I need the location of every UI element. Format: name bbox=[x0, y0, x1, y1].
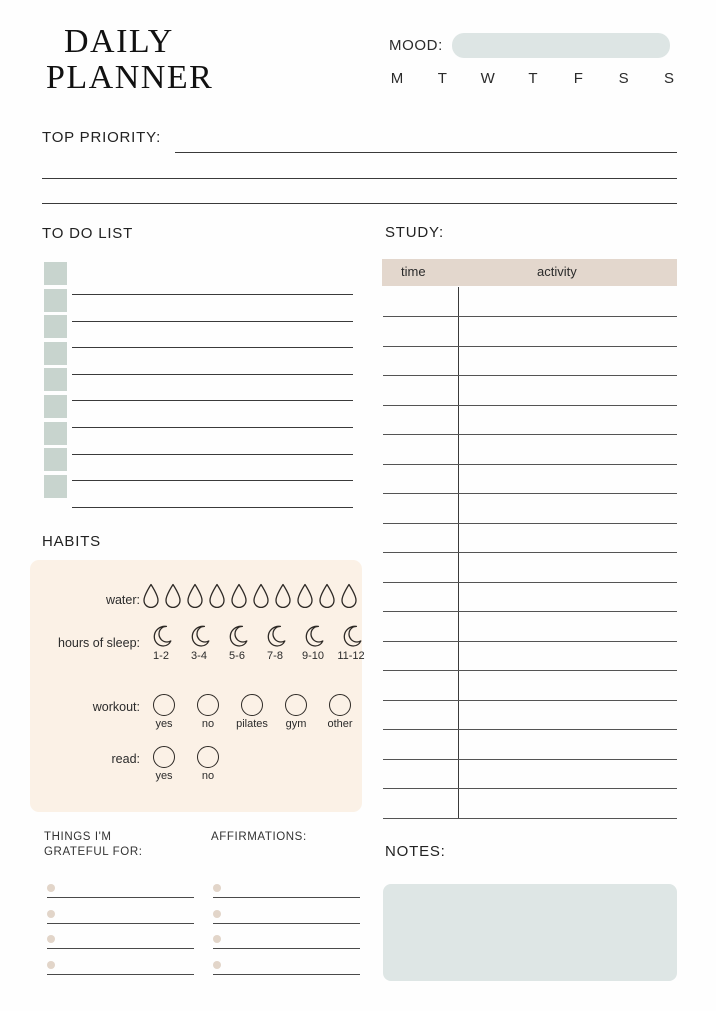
study-row-line[interactable] bbox=[383, 375, 677, 376]
grateful-line[interactable] bbox=[47, 948, 194, 949]
study-row-line[interactable] bbox=[383, 582, 677, 583]
top-priority-line-2[interactable] bbox=[42, 178, 677, 179]
water-drop-icon[interactable] bbox=[252, 583, 270, 609]
todo-checkbox[interactable] bbox=[44, 368, 67, 391]
study-row-line[interactable] bbox=[383, 611, 677, 612]
study-row-line[interactable] bbox=[383, 316, 677, 317]
read-option-label: yes bbox=[155, 770, 173, 782]
todo-item-line[interactable] bbox=[72, 347, 353, 348]
sleep-option[interactable] bbox=[142, 624, 180, 662]
workout-option[interactable] bbox=[186, 694, 230, 730]
day-friday[interactable]: F bbox=[573, 70, 583, 87]
study-row-line[interactable] bbox=[383, 552, 677, 553]
habits-heading: HABITS bbox=[42, 533, 101, 550]
mood-input[interactable] bbox=[452, 33, 670, 58]
todo-checkbox[interactable] bbox=[44, 262, 67, 285]
crescent-moon-icon[interactable] bbox=[150, 624, 172, 648]
workout-option-label: other bbox=[327, 718, 353, 730]
read-label: read: bbox=[111, 752, 140, 766]
crescent-moon-icon[interactable] bbox=[188, 624, 210, 648]
workout-radio-icon[interactable] bbox=[197, 694, 219, 716]
crescent-moon-icon[interactable] bbox=[264, 624, 286, 648]
todo-checkbox[interactable] bbox=[44, 289, 67, 312]
sleep-moon-row bbox=[142, 624, 370, 662]
read-option-label: no bbox=[201, 770, 215, 782]
workout-option-row bbox=[142, 694, 362, 730]
workout-option[interactable] bbox=[318, 694, 362, 730]
grateful-heading bbox=[44, 830, 143, 860]
grateful-bullet bbox=[47, 961, 55, 969]
affirmation-line[interactable] bbox=[213, 974, 360, 975]
water-drop-icon[interactable] bbox=[296, 583, 314, 609]
notes-input[interactable] bbox=[383, 884, 677, 981]
affirmation-line[interactable] bbox=[213, 923, 360, 924]
crescent-moon-icon[interactable] bbox=[340, 624, 362, 648]
workout-option[interactable] bbox=[142, 694, 186, 730]
study-heading: STUDY: bbox=[385, 224, 444, 241]
todo-checkbox[interactable] bbox=[44, 315, 67, 338]
mood-row bbox=[389, 33, 670, 58]
water-drop-icon[interactable] bbox=[340, 583, 358, 609]
todo-checkbox[interactable] bbox=[44, 448, 67, 471]
study-column-activity: activity bbox=[537, 264, 577, 279]
planner-title bbox=[46, 24, 346, 96]
affirmation-bullet bbox=[213, 961, 221, 969]
read-radio-icon[interactable] bbox=[197, 746, 219, 768]
sleep-option[interactable] bbox=[256, 624, 294, 662]
affirmation-line[interactable] bbox=[213, 897, 360, 898]
read-option[interactable] bbox=[142, 746, 186, 782]
workout-radio-icon[interactable] bbox=[241, 694, 263, 716]
todo-list-heading: TO DO LIST bbox=[42, 225, 134, 242]
workout-label: workout: bbox=[92, 700, 140, 714]
affirmation-bullet bbox=[213, 935, 221, 943]
workout-option-label: pilates bbox=[236, 718, 268, 730]
top-priority-line-3[interactable] bbox=[42, 203, 677, 204]
sleep-option-label: 9-10 bbox=[301, 650, 325, 662]
planner-title-line-2: PLANNER bbox=[46, 59, 214, 96]
water-drop-icon[interactable] bbox=[208, 583, 226, 609]
workout-radio-icon[interactable] bbox=[153, 694, 175, 716]
workout-option-label: gym bbox=[285, 718, 307, 730]
workout-radio-icon[interactable] bbox=[329, 694, 351, 716]
sleep-option-label: 5-6 bbox=[229, 650, 245, 662]
day-sunday[interactable]: S bbox=[663, 70, 674, 87]
water-drop-icon[interactable] bbox=[274, 583, 292, 609]
top-priority-label: TOP PRIORITY: bbox=[42, 129, 162, 146]
todo-checkbox[interactable] bbox=[44, 475, 67, 498]
crescent-moon-icon[interactable] bbox=[302, 624, 324, 648]
water-drop-icon[interactable] bbox=[164, 583, 182, 609]
workout-radio-icon[interactable] bbox=[285, 694, 307, 716]
todo-item-line[interactable] bbox=[72, 480, 353, 481]
sleep-option[interactable] bbox=[180, 624, 218, 662]
water-drop-icon[interactable] bbox=[318, 583, 336, 609]
day-tuesday[interactable]: T bbox=[437, 70, 447, 87]
study-row-line[interactable] bbox=[383, 434, 677, 435]
study-table-header bbox=[382, 259, 677, 286]
top-priority-line-1[interactable] bbox=[175, 152, 677, 153]
planner-title-line-1: DAILY bbox=[64, 23, 174, 60]
affirmations-heading: AFFIRMATIONS: bbox=[211, 831, 307, 843]
grateful-line[interactable] bbox=[47, 923, 194, 924]
grateful-line[interactable] bbox=[47, 974, 194, 975]
sleep-option-label: 3-4 bbox=[191, 650, 207, 662]
water-drop-row bbox=[142, 583, 362, 609]
grateful-bullet bbox=[47, 884, 55, 892]
read-option[interactable] bbox=[186, 746, 230, 782]
todo-item-line[interactable] bbox=[72, 294, 353, 295]
sleep-option[interactable] bbox=[218, 624, 256, 662]
study-row-line[interactable] bbox=[383, 700, 677, 701]
grateful-heading-line-2: GRATEFUL FOR: bbox=[44, 846, 143, 858]
todo-checkbox[interactable] bbox=[44, 395, 67, 418]
workout-option-label: no bbox=[201, 718, 215, 730]
workout-option-label: yes bbox=[155, 718, 173, 730]
affirmation-bullet bbox=[213, 884, 221, 892]
todo-item-line[interactable] bbox=[72, 427, 353, 428]
study-row-line[interactable] bbox=[383, 788, 677, 789]
todo-item-line[interactable] bbox=[72, 400, 353, 401]
sleep-label: hours of sleep: bbox=[58, 636, 140, 650]
read-radio-icon[interactable] bbox=[153, 746, 175, 768]
water-label: water: bbox=[105, 593, 140, 607]
study-row-line[interactable] bbox=[383, 346, 677, 347]
grateful-bullet bbox=[47, 910, 55, 918]
day-wednesday[interactable]: W bbox=[480, 70, 495, 87]
notes-label: NOTES: bbox=[385, 843, 446, 860]
sleep-option-label: 11-12 bbox=[337, 650, 365, 662]
grateful-line[interactable] bbox=[47, 897, 194, 898]
read-option-row bbox=[142, 746, 230, 782]
grateful-heading-line-1: THINGS I'M bbox=[44, 831, 112, 843]
study-row-line[interactable] bbox=[383, 818, 677, 819]
todo-checkbox[interactable] bbox=[44, 342, 67, 365]
day-monday[interactable]: M bbox=[390, 70, 404, 87]
affirmation-line[interactable] bbox=[213, 948, 360, 949]
sleep-option[interactable] bbox=[332, 624, 370, 662]
grateful-bullet bbox=[47, 935, 55, 943]
water-drop-icon[interactable] bbox=[142, 583, 160, 609]
todo-item-line[interactable] bbox=[72, 507, 353, 508]
water-drop-icon[interactable] bbox=[230, 583, 248, 609]
study-row-line[interactable] bbox=[383, 729, 677, 730]
weekday-selector bbox=[389, 70, 677, 87]
workout-option[interactable] bbox=[230, 694, 274, 730]
study-row-line[interactable] bbox=[383, 464, 677, 465]
sleep-option-label: 1-2 bbox=[153, 650, 169, 662]
water-drop-icon[interactable] bbox=[186, 583, 204, 609]
study-row-line[interactable] bbox=[383, 759, 677, 760]
day-saturday[interactable]: S bbox=[618, 70, 629, 87]
study-row-line[interactable] bbox=[383, 493, 677, 494]
sleep-option[interactable] bbox=[294, 624, 332, 662]
study-row-line[interactable] bbox=[383, 670, 677, 671]
mood-label: MOOD: bbox=[389, 37, 443, 54]
todo-item-line[interactable] bbox=[72, 374, 353, 375]
workout-option[interactable] bbox=[274, 694, 318, 730]
todo-item-line[interactable] bbox=[72, 321, 353, 322]
study-row-line[interactable] bbox=[383, 405, 677, 406]
study-column-time: time bbox=[401, 264, 426, 279]
sleep-option-label: 7-8 bbox=[267, 650, 283, 662]
study-row-line[interactable] bbox=[383, 523, 677, 524]
study-row-line[interactable] bbox=[383, 641, 677, 642]
affirmation-bullet bbox=[213, 910, 221, 918]
crescent-moon-icon[interactable] bbox=[226, 624, 248, 648]
todo-checkbox[interactable] bbox=[44, 422, 67, 445]
habits-panel bbox=[30, 560, 365, 812]
day-thursday[interactable]: T bbox=[528, 70, 538, 87]
todo-item-line[interactable] bbox=[72, 454, 353, 455]
